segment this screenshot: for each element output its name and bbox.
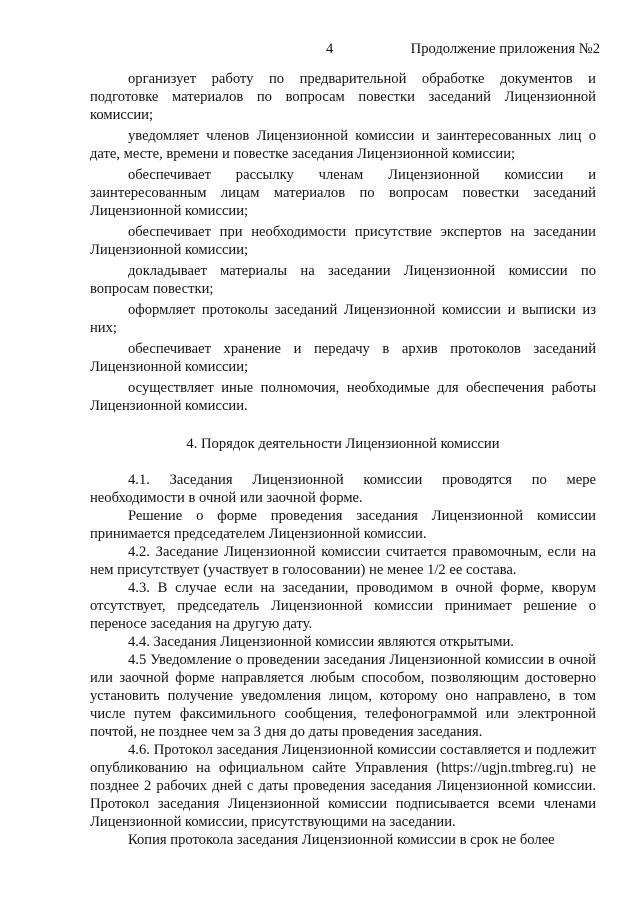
section-paragraph: 4.6. Протокол заседания Лицензионной комиссии составляется и подлежит опубликованию на официальном сайте Управления (https://ugjn.tmbreg.ru) не позднее 2 рабочих дней с даты проведения заседания Лицензионной комиссии. Протокол заседания Лицензионной комиссии подписывается всеми членами Лицензионной комиссии, присутствующими на заседании.: [90, 742, 596, 830]
duty-paragraph: обеспечивает при необходимости присутствие экспертов на заседании Лицензионной комиссии;: [90, 224, 596, 258]
page-number: 4: [326, 41, 334, 57]
document-body: [90, 70, 596, 849]
duty-paragraph: обеспечивает рассылку членам Лицензионной комиссии и заинтересованным лицам материалов по вопросам повестки заседаний Лицензионной комиссии;: [90, 167, 596, 219]
duty-paragraph: оформляет протоколы заседаний Лицензионной комиссии и выписки из них;: [90, 302, 596, 336]
section-paragraph: 4.3. В случае если на заседании, проводимом в очной форме, кворум отсутствует, председатель Лицензионной комиссии принимает решение о переносе заседания на другую дату.: [90, 580, 596, 632]
section-paragraph: Копия протокола заседания Лицензионной комиссии в срок не более: [128, 832, 555, 848]
section-paragraph: Решение о форме проведения заседания Лицензионной комиссии принимается председателем Лицензионной комиссии.: [90, 508, 596, 542]
duty-paragraph: организует работу по предварительной обработке документов и подготовке материалов по вопросам повестки заседаний Лицензионной комиссии;: [90, 71, 596, 123]
appendix-label: Продолжение приложения №2: [410, 41, 600, 57]
section-paragraph: 4.5 Уведомление о проведении заседания Лицензионной комиссии в очной или заочной форме направляется любым способом, позволяющим достоверно установить получение уведомления лицом, которому оно направлено, в том числе путем факсимильного сообщения, телефонограммой или электронной почтой, не позднее чем за 3 дня до даты проведения заседания.: [90, 652, 596, 740]
section-paragraph: 4.2. Заседание Лицензионной комиссии считается правомочным, если на нем присутствует (участвует в голосовании) не менее 1/2 ее состава.: [90, 544, 596, 578]
section-heading: 4. Порядок деятельности Лицензионной комиссии: [186, 436, 500, 452]
duty-paragraph: осуществляет иные полномочия, необходимые для обеспечения работы Лицензионной комиссии.: [90, 380, 596, 414]
duty-paragraph: обеспечивает хранение и передачу в архив протоколов заседаний Лицензионной комиссии;: [90, 341, 596, 375]
duty-paragraph: докладывает материалы на заседании Лицензионной комиссии по вопросам повестки;: [90, 263, 596, 297]
section-paragraph: 4.1. Заседания Лицензионной комиссии проводятся по мере необходимости в очной или заочной форме.: [90, 472, 596, 506]
duty-paragraph: уведомляет членов Лицензионной комиссии и заинтересованных лиц о дате, месте, времени и повестке заседания Лицензионной комиссии;: [90, 128, 596, 162]
section-paragraph: 4.4. Заседания Лицензионной комиссии являются открытыми.: [128, 634, 514, 650]
